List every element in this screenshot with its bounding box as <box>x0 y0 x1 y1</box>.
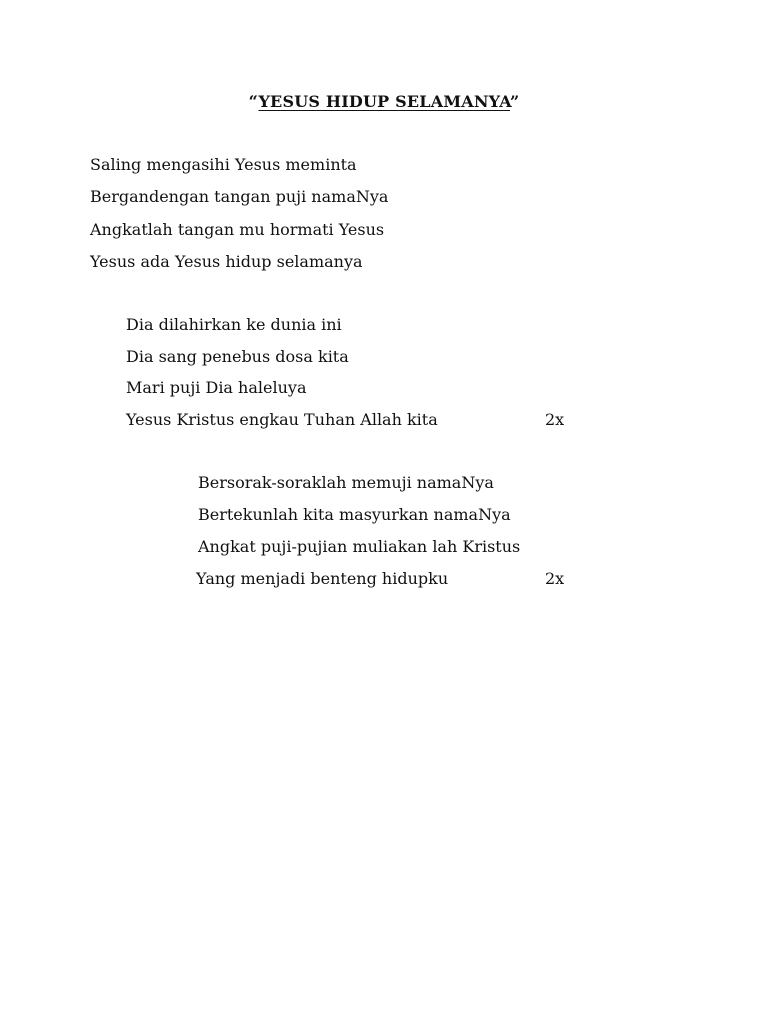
title-close-quote: ” <box>510 92 520 111</box>
verse1-line-1: Saling mengasihi Yesus meminta <box>90 155 357 174</box>
song-title <box>0 92 768 111</box>
verse1-line-4: Yesus ada Yesus hidup selamanya <box>90 252 363 271</box>
verse1-line-2: Bergandengan tangan puji namaNya <box>90 187 389 206</box>
verse3-repeat-mark: 2x <box>545 569 565 588</box>
verse2-repeat-mark: 2x <box>545 410 565 429</box>
verse2-line-3: Mari puji Dia haleluya <box>126 378 307 397</box>
verse3-line-3: Angkat puji-pujian muliakan lah Kristus <box>198 537 521 556</box>
verse2-line-2: Dia sang penebus dosa kita <box>126 347 349 366</box>
verse3-line-1: Bersorak-soraklah memuji namaNya <box>198 473 494 492</box>
verse3-line-2: Bertekunlah kita masyurkan namaNya <box>198 505 511 524</box>
verse1-line-3: Angkatlah tangan mu hormati Yesus <box>90 220 385 239</box>
verse2-line-4: Yesus Kristus engkau Tuhan Allah kita <box>126 410 438 429</box>
verse2-line-1: Dia dilahirkan ke dunia ini <box>126 315 342 334</box>
title-text: YESUS HIDUP SELAMANYA <box>258 92 510 111</box>
verse3-line-4: Yang menjadi benteng hidupku <box>196 569 449 588</box>
title-open-quote: “ <box>248 92 259 111</box>
